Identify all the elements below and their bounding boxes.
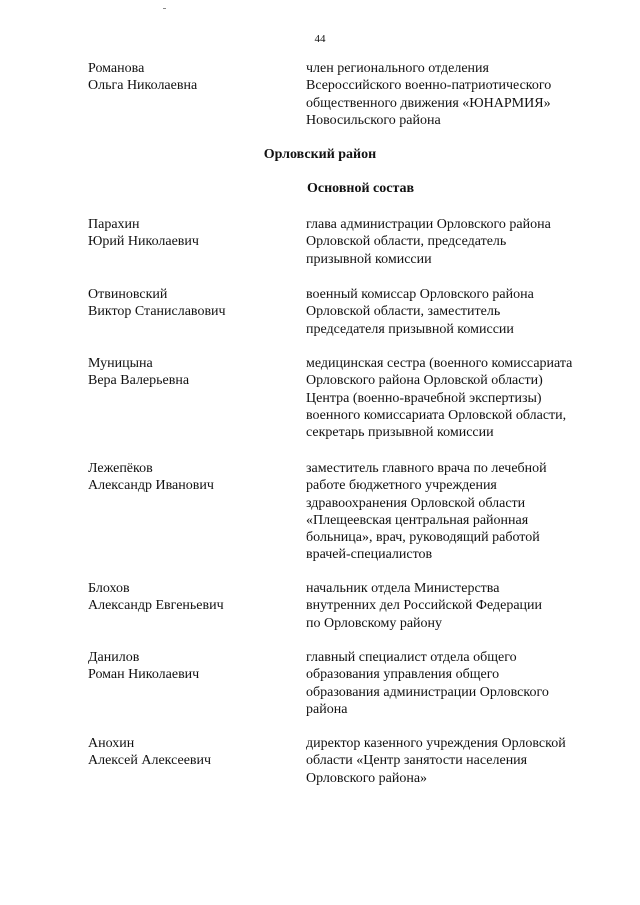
member-given-name: Вера Валерьевна [88, 373, 190, 389]
district-title: Орловский район [263, 147, 377, 162]
member-given-name: Александр Евгеньевич [88, 598, 224, 614]
role-line: Новосильского района [306, 112, 441, 128]
member-role [306, 355, 608, 441]
role-line: директор казенного учреждения Орловской [306, 736, 566, 751]
role-line: здравоохранения Орловской области [306, 495, 526, 511]
role-line: главный специалист отдела общего [306, 650, 517, 665]
member-role [306, 580, 608, 632]
member-entry [88, 355, 608, 441]
scan-speck [163, 8, 166, 9]
member-entry [88, 460, 608, 564]
role-line: Центра (военно-врачебной экспертизы) [306, 390, 542, 406]
role-line: врачей-специалистов [306, 547, 433, 563]
role-line: по Орловскому району [306, 615, 443, 631]
member-surname: Анохин [88, 736, 135, 751]
member-entry [88, 735, 608, 787]
member-name [88, 216, 306, 268]
member-given-name: Роман Николаевич [88, 667, 200, 683]
member-name [88, 735, 306, 787]
role-line: больница», врач, руководящий работой [306, 530, 540, 546]
member-entry [88, 580, 608, 632]
role-line: призывной комиссии [306, 251, 432, 267]
role-line: работе бюджетного учреждения [306, 478, 497, 494]
role-line: председателя призывной комиссии [306, 321, 514, 337]
role-line: района [306, 701, 348, 717]
member-role [306, 735, 608, 787]
role-line: Всероссийского военно-патриотического [306, 78, 552, 94]
role-line: член регионального отделения [306, 61, 489, 76]
member-entry [88, 216, 608, 268]
composition-title: Основной состав [307, 181, 415, 196]
member-surname: Лежепёков [88, 461, 153, 476]
member-surname: Парахин [88, 217, 140, 232]
member-role [306, 286, 608, 338]
member-name [88, 460, 306, 564]
member-given-name: Юрий Николаевич [88, 234, 199, 250]
role-line: секретарь призывной комиссии [306, 425, 494, 441]
member-surname: Муницына [88, 356, 153, 371]
member-surname: Данилов [88, 650, 140, 665]
member-role [306, 216, 608, 268]
role-line: Орловского района Орловской области) [306, 373, 543, 389]
member-given-name: Алексей Алексеевич [88, 753, 212, 769]
role-line: «Плещеевская центральная районная [306, 512, 529, 528]
member-name [88, 286, 306, 338]
member-entry [88, 649, 608, 718]
member-given-name: Виктор Станиславович [88, 304, 226, 320]
role-line: внутренних дел Российской Федерации [306, 598, 543, 614]
member-surname: Блохов [88, 581, 130, 596]
member-name [88, 649, 306, 718]
member-name [88, 60, 306, 129]
member-role [306, 460, 608, 564]
member-given-name: Александр Иванович [88, 478, 214, 494]
member-name [88, 580, 306, 632]
role-line: заместитель главного врача по лечебной [306, 461, 547, 476]
role-line: образования управления общего [306, 667, 500, 683]
role-line: Орловской области, председатель [306, 234, 507, 250]
member-name [88, 355, 306, 441]
role-line: образования администрации Орловского [306, 684, 549, 700]
role-line: общественного движения «ЮНАРМИЯ» [306, 95, 551, 111]
page-number: 44 [314, 33, 326, 45]
role-line: медицинская сестра (военного комиссариата [306, 356, 573, 371]
member-entry [88, 60, 608, 129]
member-surname: Романова [88, 61, 145, 76]
member-role [306, 60, 608, 129]
role-line: глава администрации Орловского района [306, 217, 551, 232]
role-line: Орловской области, заместитель [306, 304, 501, 320]
member-role [306, 649, 608, 718]
role-line: Орловского района» [306, 770, 428, 786]
member-given-name: Ольга Николаевна [88, 78, 198, 94]
role-line: начальник отдела Министерства [306, 581, 500, 596]
member-entry [88, 286, 608, 338]
role-line: военный комиссар Орловского района [306, 287, 534, 302]
role-line: области «Центр занятости населения [306, 753, 528, 769]
role-line: военного комиссариата Орловской области, [306, 407, 567, 423]
member-surname: Отвиновский [88, 287, 168, 302]
